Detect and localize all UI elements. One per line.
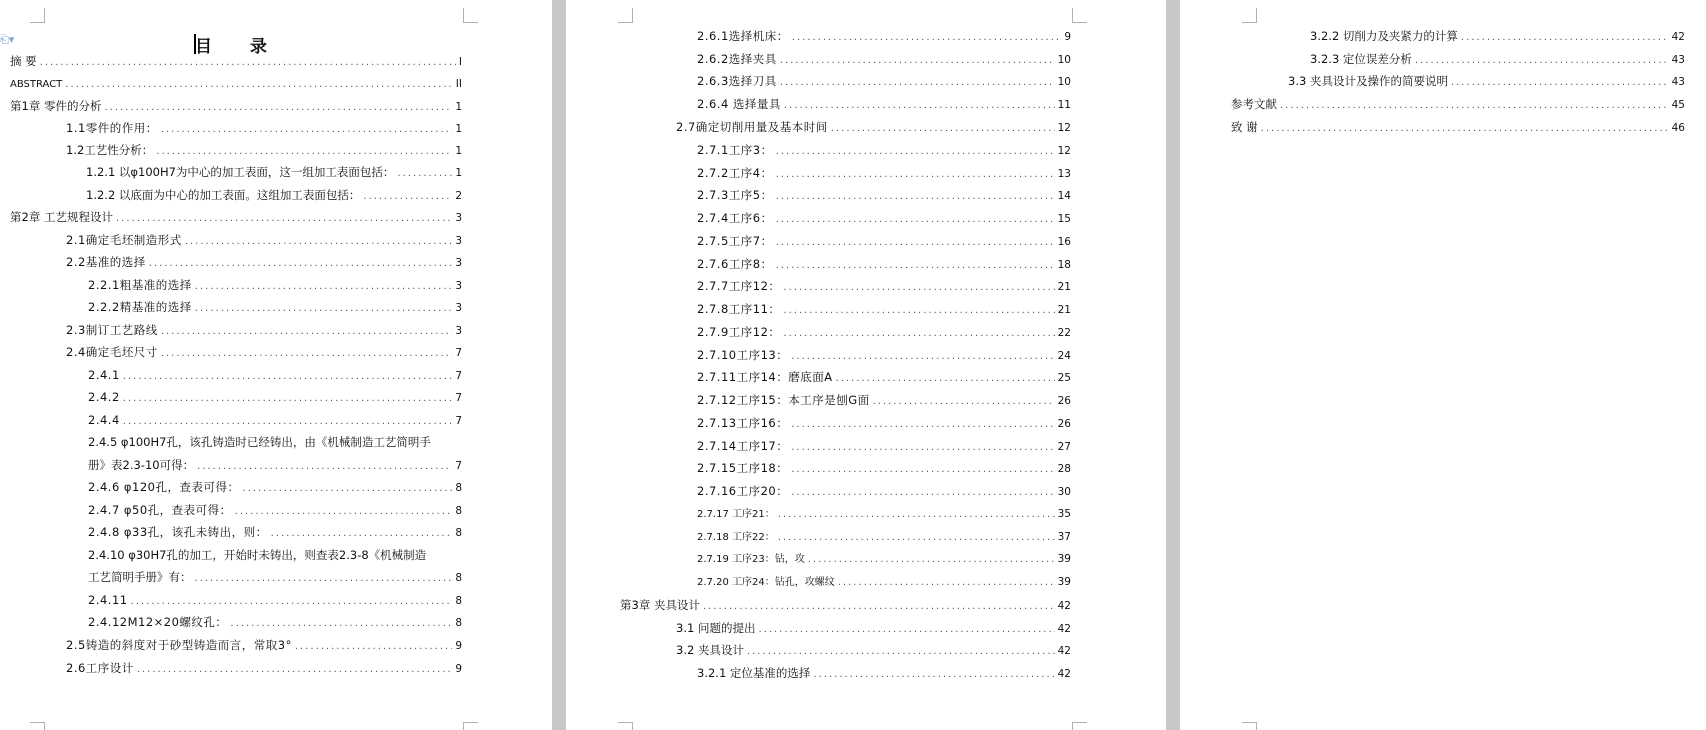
toc-dot-leader [780, 74, 1055, 92]
toc-page-number: 1 [455, 101, 462, 113]
page-corner-mark [463, 8, 478, 23]
toc-page-number: 15 [1057, 213, 1071, 225]
toc-entry-title: 2.2基准的选择 [66, 255, 146, 269]
toc-entry[interactable] [697, 300, 1071, 318]
toc-entry-title: 3.3 夹具设计及操作的简要说明 [1288, 74, 1448, 88]
toc-dot-leader [1451, 74, 1669, 92]
toc-page-number: 8 [455, 617, 462, 629]
toc-entry-title: 2.7.10工序13： [697, 348, 789, 362]
toc-entry[interactable] [88, 456, 462, 474]
toc-entry-title: 2.4.2 [88, 390, 120, 404]
toc-page-number: 12 [1057, 122, 1071, 134]
toc-page-number: 42 [1057, 623, 1071, 635]
toc-entry-title: 1.2工艺性分析： [66, 143, 154, 157]
toc-page-number: 35 [1057, 508, 1071, 520]
toc-page-number: 8 [455, 505, 462, 517]
toc-page-number: 7 [455, 347, 462, 359]
toc-entry-title: 2.4.11 [88, 593, 128, 607]
toc-dot-leader [778, 529, 1055, 547]
page-corner-mark [463, 722, 478, 730]
toc-dot-leader [295, 638, 452, 656]
toc-entry[interactable] [66, 253, 462, 271]
toc-page-number: 42 [1057, 600, 1071, 612]
toc-entry-title: 2.7.18 工序22： [697, 532, 775, 543]
toc-page-number: 11 [1057, 99, 1071, 111]
toc-page-number: 42 [1057, 668, 1071, 680]
toc-entry[interactable] [88, 591, 462, 609]
toc-entry[interactable] [88, 501, 462, 519]
toc-entry-title: 2.4.8 φ33孔，该孔未铸出，则： [88, 525, 268, 539]
toc-entry[interactable] [697, 346, 1071, 364]
toc-entry-title: 3.1 问题的提出 [676, 621, 756, 635]
toc-entry-title: 2.7.14工序17： [697, 439, 789, 453]
toc-page-number: 26 [1057, 418, 1071, 430]
page-corner-mark [618, 722, 633, 730]
toc-entry[interactable] [88, 411, 462, 429]
toc-entry[interactable] [66, 636, 462, 654]
toc-entry[interactable] [88, 366, 462, 384]
toc-entry[interactable] [10, 208, 462, 226]
toc-page-number: II [455, 78, 462, 90]
toc-entry[interactable] [66, 659, 462, 677]
toc-entry-title: 3.2.2 切削力及夹紧力的计算 [1310, 29, 1458, 43]
toc-entry[interactable] [697, 186, 1071, 204]
toc-entry[interactable] [697, 50, 1071, 68]
toc-entry[interactable] [66, 343, 462, 361]
page-corner-mark [1072, 722, 1087, 730]
toc-dot-leader [161, 323, 453, 341]
toc-page-number: 10 [1057, 54, 1071, 66]
toc-entry[interactable] [697, 323, 1071, 341]
toc-entry-title: 2.7.8工序11： [697, 302, 781, 316]
page-corner-mark [1242, 8, 1257, 23]
toc-entry[interactable] [86, 163, 462, 181]
toc-page-number: 1 [455, 167, 462, 179]
toc-entry-title: 2.3制订工艺路线 [66, 323, 158, 337]
toc-entry-title: 第2章 工艺规程设计 [10, 210, 113, 224]
toc-dot-leader [104, 99, 452, 117]
toc-page-number: 21 [1057, 281, 1071, 293]
toc-page-number: 39 [1057, 576, 1071, 588]
toc-dot-leader [808, 551, 1055, 569]
toc-entry[interactable] [88, 613, 462, 631]
toc-entry[interactable] [697, 72, 1071, 90]
toc-dot-leader [230, 615, 452, 633]
toc-entry[interactable] [697, 27, 1071, 45]
toc-entry-title: 2.6.3选择刀具 [697, 74, 777, 88]
toc-dot-leader [397, 165, 452, 183]
toc-entry[interactable] [697, 232, 1071, 250]
toc-entry-title: 1.1零件的作用： [66, 121, 158, 135]
toc-page-number: 18 [1057, 259, 1071, 271]
toc-entry-title: 2.4.5 φ100H7孔，该孔铸造时已经铸出，由《机械制造工艺简明手 [88, 435, 431, 449]
toc-entry-title: 2.4.1 [88, 368, 120, 382]
toc-page-number: 26 [1057, 395, 1071, 407]
toc-entry[interactable] [10, 75, 462, 93]
toc-dot-leader [776, 234, 1055, 252]
toc-entry-title: 2.7.12工序15：本工序是刨G面 [697, 393, 870, 407]
page-corner-mark [1242, 722, 1257, 730]
toc-entry[interactable] [1231, 95, 1685, 113]
toc-entry-title: 2.7.6工序8： [697, 257, 773, 271]
toc-entry-title: 2.2.1粗基准的选择 [88, 278, 192, 292]
toc-entry-title: 3.2.1 定位基准的选择 [697, 666, 811, 680]
toc-entry[interactable] [88, 276, 462, 294]
toc-dot-leader [195, 570, 453, 588]
toc-entry-title: 2.4.12M12×20螺纹孔： [88, 615, 228, 629]
toc-entry-title: 参考文献 [1231, 97, 1277, 111]
toc-page-number: 27 [1057, 441, 1071, 453]
toc-page-number: 7 [455, 392, 462, 404]
toc-entry[interactable] [1231, 118, 1685, 136]
toc-dot-leader [65, 76, 453, 94]
toc-dot-leader [783, 325, 1054, 343]
toc-page-number: 8 [455, 527, 462, 539]
toc-entry[interactable] [88, 523, 462, 541]
toc-entry[interactable] [697, 664, 1071, 682]
toc-entry[interactable] [697, 459, 1071, 477]
toc-entry[interactable] [676, 118, 1071, 136]
toc-page-number: 7 [455, 415, 462, 427]
page-corner-mark [30, 722, 45, 730]
toc-entry[interactable] [86, 186, 462, 204]
toc-page-number: 3 [455, 302, 462, 314]
toc-dot-leader [156, 143, 452, 161]
toc-dot-leader [185, 233, 453, 251]
toc-page-number: 1 [455, 145, 462, 157]
toc-page-number: 16 [1057, 236, 1071, 248]
toc-page-number: 13 [1057, 168, 1071, 180]
toc-entry-title: 1.2.2 以底面为中心的加工表面。这组加工表面包括： [86, 188, 361, 202]
toc-entry[interactable] [697, 255, 1071, 273]
toc-entry[interactable] [697, 573, 1071, 591]
toc-page-number: 37 [1057, 531, 1071, 543]
toc-entry-title: 2.6.1选择机床： [697, 29, 789, 43]
toc-entry-title: 2.7.9工序12： [697, 325, 781, 339]
toc-page-number: 42 [1671, 31, 1685, 43]
toc-entry[interactable] [1288, 72, 1685, 90]
toc-page-number: 8 [455, 482, 462, 494]
toc-entry-title: 2.7.7工序12： [697, 279, 781, 293]
toc-entry-title: 2.7.19 工序23：钻，攻 [697, 554, 805, 565]
toc-page-number: 3 [455, 325, 462, 337]
toc-page-number: 7 [455, 370, 462, 382]
toc-entry-title: 2.2.2精基准的选择 [88, 300, 192, 314]
toc-dot-leader [776, 143, 1055, 161]
toc-dot-leader [791, 416, 1054, 434]
toc-dot-leader [123, 368, 453, 386]
toc-entry-title: 3.2 夹具设计 [676, 643, 744, 657]
toc-dot-leader [137, 661, 453, 679]
toc-entry-title-continued: 册》表2.3-10可得： [88, 458, 195, 472]
toc-entry[interactable] [66, 141, 462, 159]
toc-dot-leader [813, 666, 1054, 684]
toc-dot-leader [197, 458, 452, 476]
toc-entry[interactable] [66, 231, 462, 249]
toc-entry[interactable] [697, 95, 1071, 113]
toc-entry-title: 1.2.1 以φ100H7为中心的加工表面，这一组加工表面包括： [86, 165, 395, 179]
toc-entry-title: 第3章 夹具设计 [620, 598, 700, 612]
toc-dot-leader [40, 54, 456, 72]
toc-dot-leader [1280, 97, 1669, 115]
toc-dot-leader [831, 120, 1055, 138]
toc-dot-leader [116, 210, 452, 228]
page-corner-mark [618, 8, 633, 23]
toc-entry[interactable] [697, 505, 1071, 523]
toc-entry-title: 2.4.10 φ30H7孔的加工，开始时未铸出，则查表2.3-8《机械制造 [88, 548, 427, 562]
toc-page-number: 24 [1057, 350, 1071, 362]
toc-entry[interactable] [1310, 50, 1685, 68]
toc-page-number: 22 [1057, 327, 1071, 339]
toc-entry-title: 2.7.2工序4： [697, 166, 773, 180]
toc-page-number: 25 [1057, 372, 1071, 384]
layout-options-icon[interactable]: ⎗▾ [0, 33, 15, 46]
toc-page-number: 39 [1057, 553, 1071, 565]
toc-entry[interactable] [697, 391, 1071, 409]
toc-entry[interactable] [697, 141, 1071, 159]
toc-dot-leader [1461, 29, 1669, 47]
toc-entry-title: 3.2.3 定位误差分析 [1310, 52, 1412, 66]
toc-dot-leader [776, 188, 1055, 206]
toc-entry-title: 2.1确定毛坯制造形式 [66, 233, 182, 247]
toc-entry-title: 致 谢 [1231, 120, 1258, 134]
toc-page-number: 3 [455, 235, 462, 247]
toc-entry-title: 2.7.4工序6： [697, 211, 773, 225]
toc-dot-leader [776, 166, 1055, 184]
toc-dot-leader [123, 390, 453, 408]
toc-page-number: 12 [1057, 145, 1071, 157]
document-page-3[interactable] [1180, 0, 1706, 730]
toc-dot-leader [747, 643, 1055, 661]
toc-entry[interactable] [697, 164, 1071, 182]
toc-entry-title: 摘 要 [10, 54, 37, 68]
toc-entry[interactable] [697, 437, 1071, 455]
toc-dot-leader [195, 300, 453, 318]
toc-entry[interactable] [697, 368, 1071, 386]
toc-dot-leader [791, 461, 1054, 479]
toc-entry[interactable] [697, 482, 1071, 500]
toc-dot-leader [873, 393, 1055, 411]
toc-entry-title: 2.4.4 [88, 413, 120, 427]
toc-page-number: 9 [1064, 31, 1071, 43]
toc-entry-title: ABSTRACT [10, 79, 63, 90]
toc-page-number: 7 [455, 460, 462, 472]
toc-entry[interactable] [620, 596, 1071, 614]
toc-page-number: 3 [455, 257, 462, 269]
toc-dot-leader [838, 574, 1055, 592]
toc-dot-leader [123, 413, 453, 431]
toc-page-number: 8 [455, 572, 462, 584]
toc-dot-leader [791, 439, 1054, 457]
toc-entry-title: 2.7.1工序3： [697, 143, 773, 157]
toc-page-number: 2 [455, 190, 462, 202]
toc-entry[interactable] [697, 528, 1071, 546]
toc-entry[interactable] [676, 619, 1071, 637]
toc-entry[interactable] [697, 550, 1071, 568]
toc-entry-title-continued: 工艺简明手册》有： [88, 570, 192, 584]
toc-dot-leader [271, 525, 453, 543]
toc-entry-title: 2.7.16工序20： [697, 484, 789, 498]
document-page-2[interactable] [566, 0, 1166, 730]
toc-page-number: 1 [455, 123, 462, 135]
toc-entry[interactable] [66, 321, 462, 339]
toc-page-number: 30 [1057, 486, 1071, 498]
toc-page-number: 8 [455, 595, 462, 607]
toc-dot-leader [131, 593, 453, 611]
toc-entry[interactable] [1310, 27, 1685, 45]
toc-dot-leader [836, 370, 1055, 388]
toc-dot-leader [784, 97, 1055, 115]
toc-page-number: I [458, 56, 462, 68]
toc-dot-leader [776, 211, 1055, 229]
toc-entry[interactable] [88, 388, 462, 406]
toc-entry[interactable] [88, 568, 462, 586]
toc-entry-title: 2.4确定毛坯尺寸 [66, 345, 158, 359]
toc-page-number: 43 [1671, 54, 1685, 66]
toc-dot-leader [235, 503, 453, 521]
toc-entry-title: 2.4.6 φ120孔，查表可得： [88, 480, 240, 494]
toc-dot-leader [780, 52, 1055, 70]
toc-entry-title: 2.6工序设计 [66, 661, 134, 675]
toc-page-number: 21 [1057, 304, 1071, 316]
toc-dot-leader [791, 348, 1054, 366]
toc-page-number: 3 [455, 280, 462, 292]
toc-entry-title: 2.7.3工序5： [697, 188, 773, 202]
toc-dot-leader [161, 345, 453, 363]
toc-dot-leader [783, 302, 1054, 320]
page-corner-mark [1072, 8, 1087, 23]
toc-page-number: 3 [455, 212, 462, 224]
toc-entry-title: 2.7.17 工序21： [697, 509, 775, 520]
toc-entry-title: 2.7.11工序14：磨底面A [697, 370, 833, 384]
toc-page-number: 43 [1671, 76, 1685, 88]
toc-dot-leader [195, 278, 453, 296]
toc-dot-leader [791, 484, 1054, 502]
toc-entry[interactable] [10, 97, 462, 115]
toc-dot-leader [363, 188, 452, 206]
toc-page-number: 42 [1057, 645, 1071, 657]
toc-entry[interactable] [697, 414, 1071, 432]
toc-dot-leader [149, 255, 453, 273]
toc-page-number: 46 [1671, 122, 1685, 134]
toc-entry[interactable] [697, 209, 1071, 227]
toc-entry-title: 2.7.5工序7： [697, 234, 773, 248]
document-page-1[interactable] [0, 0, 552, 730]
toc-dot-leader [778, 506, 1055, 524]
page-corner-mark [30, 8, 45, 23]
toc-entry-title: 第1章 零件的分析 [10, 99, 102, 113]
toc-dot-leader [758, 621, 1054, 639]
toc-dot-leader [242, 480, 452, 498]
toc-dot-leader [783, 279, 1054, 297]
toc-entry[interactable] [88, 298, 462, 316]
toc-title: 目 录 [195, 37, 283, 57]
toc-dot-leader [1261, 120, 1669, 138]
toc-entry[interactable] [676, 641, 1071, 659]
toc-dot-leader [161, 121, 453, 139]
toc-page-number: 10 [1057, 76, 1071, 88]
toc-entry[interactable] [88, 478, 462, 496]
toc-entry-title: 2.7.20 工序24：钻孔，攻螺纹 [697, 577, 835, 588]
toc-entry-title: 2.6.4 选择量具 [697, 97, 781, 111]
toc-entry-title: 2.7确定切削用量及基本时间 [676, 120, 828, 134]
toc-entry-title: 2.6.2选择夹具 [697, 52, 777, 66]
toc-page-number: 9 [455, 640, 462, 652]
toc-dot-leader [792, 29, 1062, 47]
toc-page-number: 45 [1671, 99, 1685, 111]
toc-page-number: 14 [1057, 190, 1071, 202]
toc-entry[interactable] [66, 119, 462, 137]
toc-page-number: 9 [455, 663, 462, 675]
toc-entry-title: 2.7.15工序18： [697, 461, 789, 475]
toc-entry-title: 2.5铸造的斜度对于砂型铸造而言，常取3° [66, 638, 292, 652]
toc-entry-title: 2.4.7 φ50孔，查表可得： [88, 503, 232, 517]
toc-page-number: 28 [1057, 463, 1071, 475]
toc-dot-leader [703, 598, 1055, 616]
toc-entry[interactable] [10, 52, 462, 70]
toc-dot-leader [1415, 52, 1669, 70]
toc-entry[interactable] [697, 277, 1071, 295]
toc-dot-leader [776, 257, 1055, 275]
toc-entry-title: 2.7.13工序16： [697, 416, 789, 430]
